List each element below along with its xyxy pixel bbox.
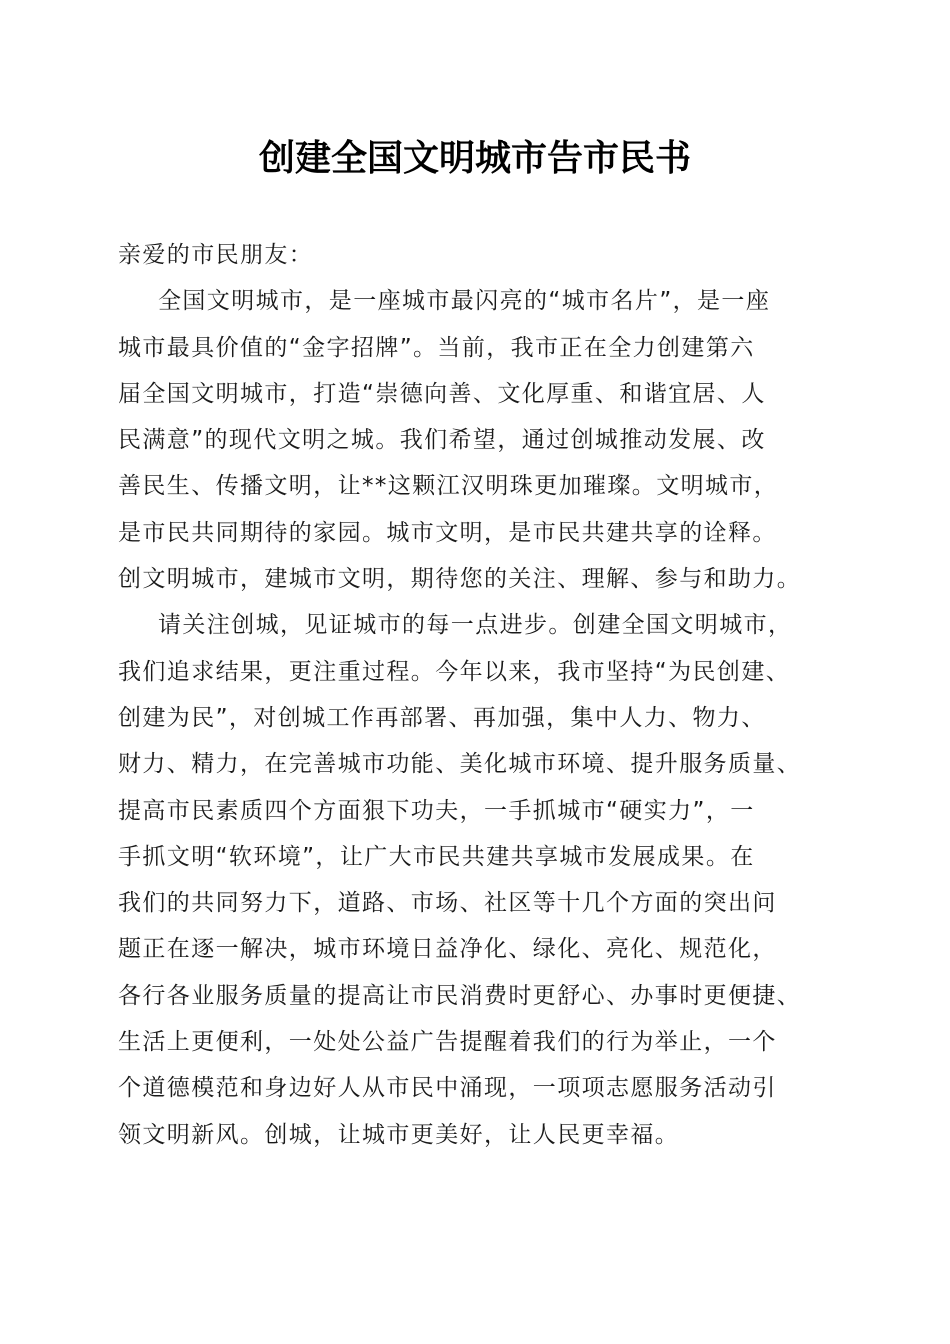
paragraph-line: 手抓文明“软环境”，让广大市民共建共享城市发展成果。在 — [118, 843, 755, 870]
paragraph-line: 我们的共同努力下，道路、市场、社区等十几个方面的突出问 — [118, 890, 777, 917]
paragraph-line: 善民生、传播文明，让**这颗江汉明珠更加璀璨。文明城市， — [118, 473, 779, 500]
paragraph-line: 个道德模范和身边好人从市民中涌现，一项项志愿服务活动引 — [118, 1075, 777, 1102]
paragraph-line: 生活上更便利，一处处公益广告提醒着我们的行为举止，一个 — [118, 1029, 777, 1056]
paragraph-line: 创建为民”，对创城工作再部署、再加强，集中人力、物力、 — [118, 704, 766, 731]
paragraph-line: 创文明城市，建城市文明，期待您的关注、理解、参与和助力。 — [118, 566, 802, 593]
paragraph-line: 题正在逐一解决，城市环境日益净化、绿化、亮化、规范化， — [118, 936, 777, 963]
salutation: 亲爱的市民朋友： — [118, 242, 314, 268]
paragraph-line: 领文明新风。创城，让城市更美好，让人民更幸福。 — [118, 1121, 680, 1148]
document-body — [118, 232, 848, 1158]
paragraph-line: 全国文明城市，是一座城市最闪亮的“城市名片”，是一座 — [158, 288, 771, 315]
paragraph-line: 请关注创城，见证城市的每一点进步。创建全国文明城市， — [158, 612, 793, 639]
paragraph-2 — [118, 602, 848, 1158]
paragraph-line: 财力、精力，在完善城市功能、美化城市环境、提升服务质量、 — [118, 751, 802, 778]
document-title: 创建全国文明城市告市民书 — [258, 137, 691, 179]
paragraph-line: 是市民共同期待的家园。城市文明，是市民共建共享的诠释。 — [118, 519, 777, 546]
paragraph-line: 提高市民素质四个方面狠下功夫，一手抓城市“硬实力”，一 — [118, 797, 755, 824]
paragraph-line: 民满意”的现代文明之城。我们希望，通过创城推动发展、改 — [118, 427, 766, 454]
paragraph-line: 城市最具价值的“金字招牌”。当前，我市正在全力创建第六 — [118, 334, 755, 361]
paragraph-1 — [118, 278, 848, 602]
paragraph-line: 届全国文明城市，打造“崇德向善、文化厚重、和谐宜居、人 — [118, 380, 766, 407]
paragraph-line: 我们追求结果，更注重过程。今年以来，我市坚持“为民创建、 — [118, 658, 791, 685]
paragraph-line: 各行各业服务质量的提高让市民消费时更舒心、办事时更便捷、 — [118, 982, 802, 1009]
